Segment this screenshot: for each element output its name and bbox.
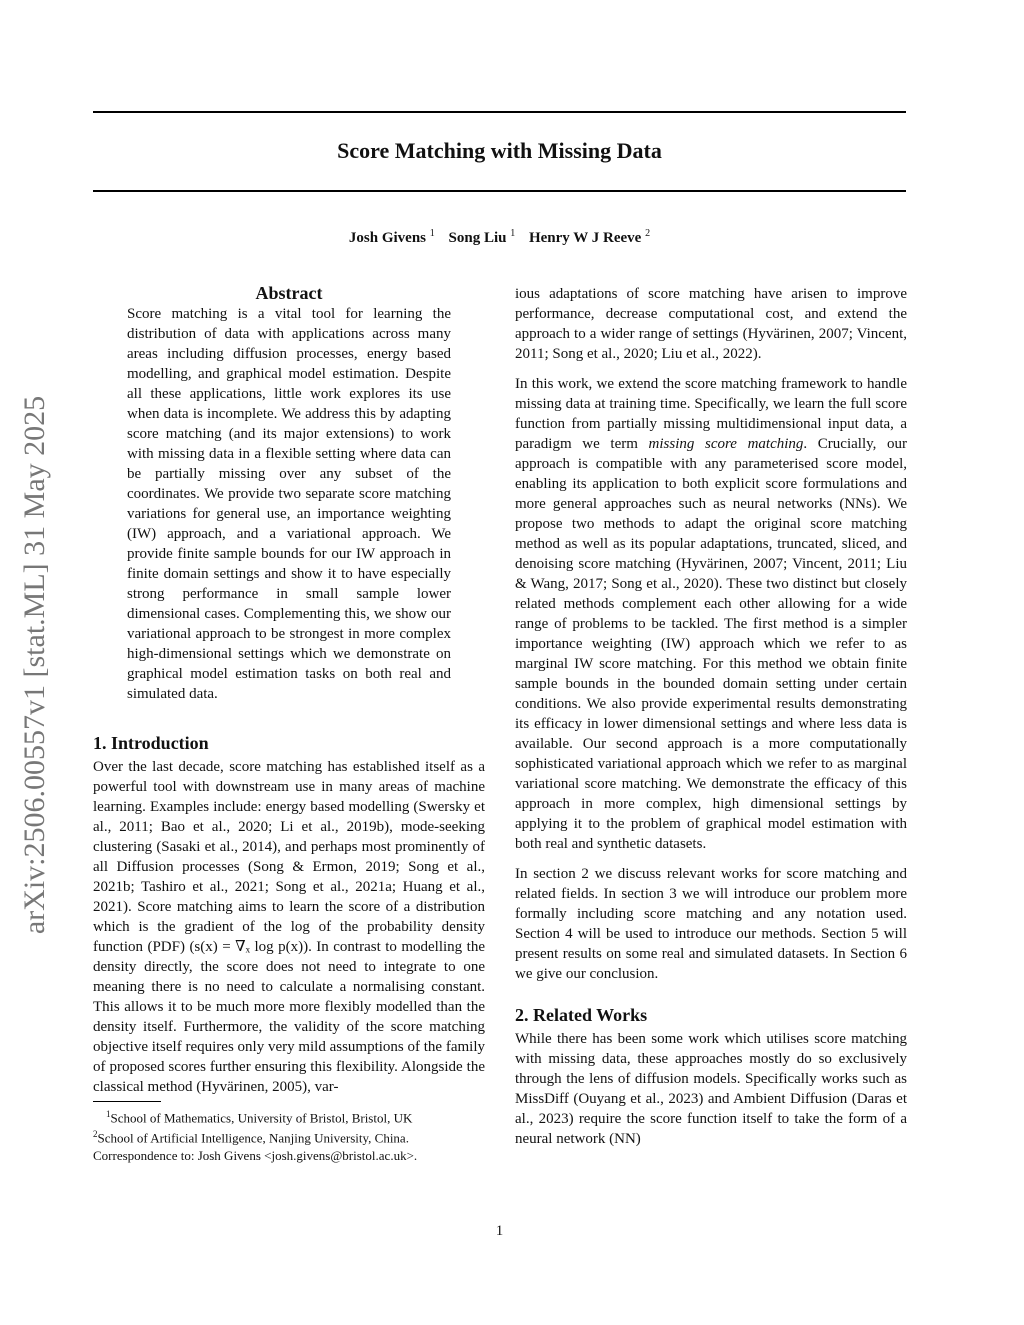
abstract-body: Score matching is a vital tool for learning the distribution of data with applications across many areas including diffusion processes, energy based modelling, and graphical model estimation. Despite all these applications, little work explores its use when data is incomplete. We address this by adapting score matching (and its major extensions) to work with missing data in a flexible setting where data can be partially missing over any subset of the coordinates. We provide two separate score matching variations for general use, an importance weighting (IW) approach, and a variational approach. We provide finite sample bounds for our IW approach in finite domain settings and show it to have especially strong performance in small sample lower dimensional cases. Complementing this, we show our variational approach to be strongest in more complex high-dimensional settings which we demonstrate on graphical model estimation tasks on both real and simulated data. [127, 306, 451, 702]
left-column [93, 282, 485, 1164]
introduction-paragraph: In this work, we extend the score matching framework to handle missing data at training time. Specifically, we learn the full score function from partially missing multidimensional input data, a paradigm we term missing score matching. Crucially, our approach is compatible with any parameterised score model, enabling its application to both explicit score formulations and more general approaches such as neural networks (NNs). We propose two methods to adapt the original score matching method as well as its popular adaptations, truncated, sliced, and denoising score matching (Hyvärinen, 2007; Vincent, 2011; Liu & Wang, 2017; Song et al., 2020). These two distinct but closely related methods complement each other allowing for a wide range of problems to be tackled. The first method is a simpler importance weighting (IW) approach which we refer to as marginal IW score matching. For this method we obtain finite sample bounds in the bounded domain setting under certain conditions. We also provide experimental results demonstrating its efficacy in lower dimensional settings and where less data is available. Our second approach is a more computationally sophisticated variational approach which we refer to as marginal variational score matching. We demonstrate the efficacy of this approach in more complex, high dimensional settings by applying it to the problem of graphical model estimation with both real and synthetic datasets. [515, 376, 908, 852]
introduction-heading: 1. Introduction [93, 733, 209, 753]
missing-score-matching-term: missing score matching [648, 436, 804, 452]
footnote-correspondence: Correspondence to: Josh Givens <josh.givens@bristol.ac.uk>. [93, 1147, 418, 1163]
score-formula: (s(x) = ∇ₓ log p(x)) [189, 939, 309, 955]
arxiv-sidebar [5, 350, 65, 980]
title-bottom-rule [93, 190, 906, 192]
author: Song Liu $^1$ [448, 228, 516, 246]
author: Josh Givens $^1$ [348, 228, 435, 246]
title-top-rule [93, 111, 906, 113]
related-works-heading: 2. Related Works [515, 1005, 648, 1025]
footnote-affiliation-1: $^1$School of Mathematics, University of Bristol, Bristol, UK [106, 1109, 413, 1126]
footnotes [93, 1106, 485, 1164]
arxiv-identifier: arXiv:2506.00557v1 [stat.ML] 31 May 2025 [18, 395, 51, 935]
paper-title: Score Matching with Missing Data [337, 138, 662, 163]
page-number: 1 [495, 1223, 504, 1239]
author: Henry W J Reeve $^2$ [528, 228, 651, 246]
introduction-paragraph: ious adaptations of score matching have arisen to improve performance, decrease computational cost, and extend the approach to a wider range of settings (Hyvärinen, 2007; Vincent, 2011; Song et al., 2020; Liu et al., 2022). [515, 286, 907, 362]
related-works-paragraph: While there has been some work which utilises score matching with missing data, these approaches mostly do so exclusively through the lens of diffusion models. Specifically works such as MissDiff (Ouyang et al., 2023) and Ambient Diffusion (Daras et al., 2023) require the score function itself to take the form of a neural network (NN) [515, 1031, 907, 1147]
abstract-heading: Abstract [255, 283, 323, 303]
introduction-paragraph: In section 2 we discuss relevant works for score matching and related fields. In section 3 we will introduce our problem more formally including score matching and any notation used. Section 4 will be used to introduce our methods. Section 5 will present results on some real and simulated datasets. In Section 6 we give our conclusion. [515, 866, 907, 982]
footnote-affiliation-2: $^2$School of Artificial Intelligence, Nanjing University, China. [93, 1129, 409, 1146]
right-column [515, 284, 907, 1149]
author-list [93, 228, 906, 247]
introduction-paragraph: Over the last decade, score matching has established itself as a powerful tool with downstream use in many areas of machine learning. Examples include: energy based modelling (Swersky et al., 2011; Bao et al., 2020; Li et al., 2019b), mode-seeking clustering (Sasaki et al., 2014), and perhaps most prominently of all Diffusion processes (Song & Ermon, 2019; Song et al., 2021b; Tashiro et al., 2021; Song et al., 2021a; Huang et al., 2021). Score matching aims to learn the score of a distribution which is the gradient of the log of the probability density function (PDF) (s(x) = ∇ₓ log p(x)). In contrast to modelling the density directly, the score does not need to integrate to one meaning there is no need to calculate a normalising constant. This allows it to be much more more flexibly modelled than the density itself. Furthermore, the validity of the score matching objective itself requires only very mild assumptions of the family of proposed scores further ensuring this flexibility. Alongside the classical method (Hyvärinen, 2005), var- [93, 759, 485, 1095]
footnote-rule [93, 1101, 161, 1102]
